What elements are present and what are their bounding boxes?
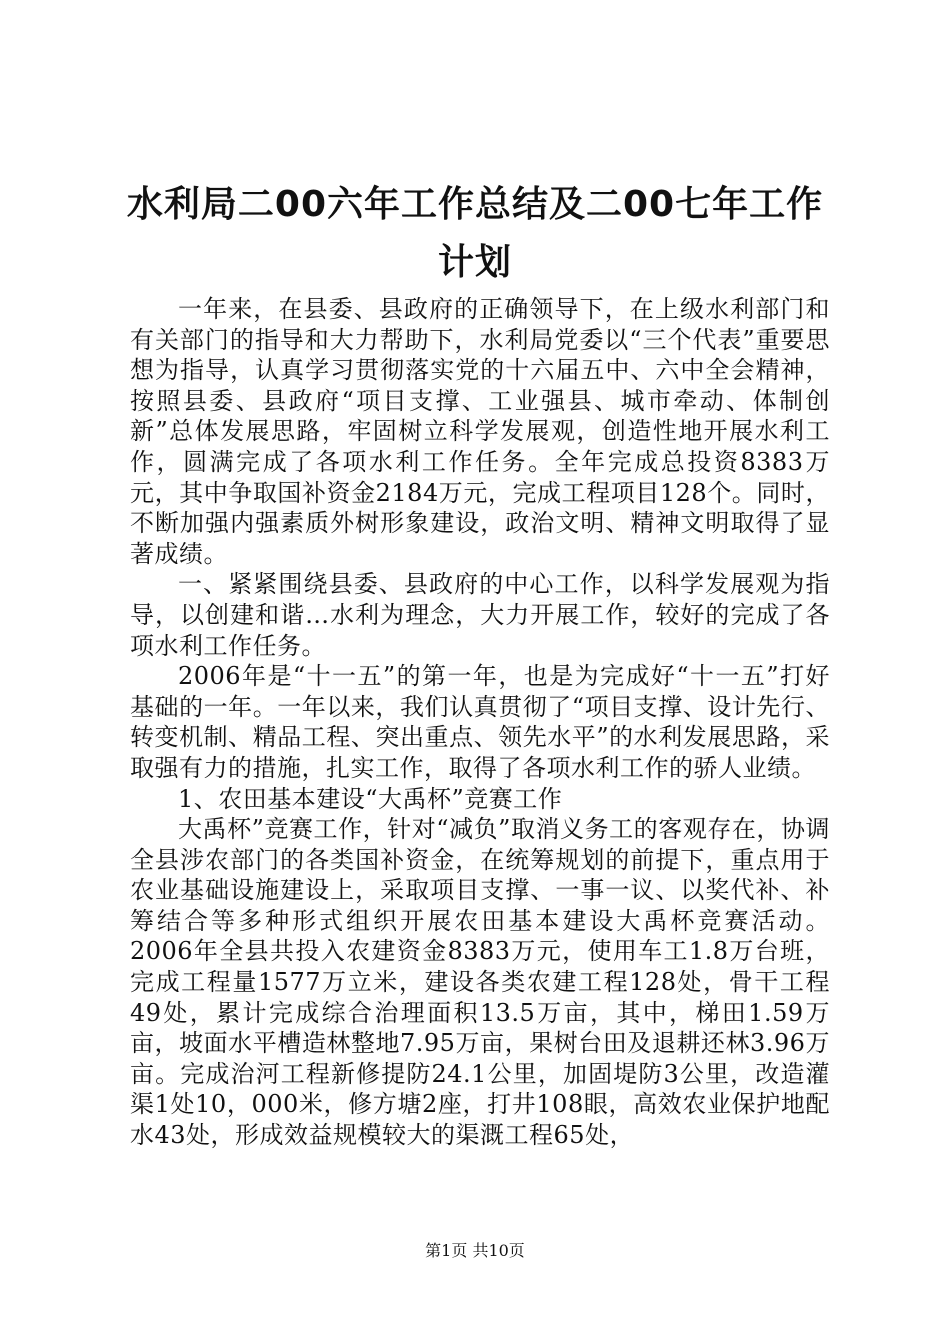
paragraph-subheading-dayu-cup: 1、农田基本建设“大禹杯”竞赛工作 — [178, 784, 563, 813]
paragraph-dayu-cup-details: 大禹杯”竞赛工作，针对“减负”取消义务工的客观存在，协调全县涉农部门的各类国补资金，在统筹规划的前提下，重点用于农业基础设施建设上，采取项目支撑、一事一议、以奖代补、补筹结合等多种形式组织开展农田基本建设大禹杯竞赛活动。2006年全县共投入农建资金8383万元，使用车工1.8万台班，完成工程量1577万立米，建设各类农建工程128处，骨干工程49处，累计完成综合治理面积13.5万亩，其中，梯田1.59万亩，坡面水平槽造林整地7.95万亩，果树台田及退耕还林3.96万亩。完成治河工程新修提防24.1公里，加固堤防3公里，改造灌渠1处10，000米，修方塘2座，打井108眼，高效农业保护地配水43处，形成效益规模较大的渠溉工程65处， — [130, 815, 830, 1150]
document-body — [130, 294, 830, 1151]
page-number-footer: 第1页 共10页 — [425, 1241, 525, 1260]
paragraph-2006-overview: 2006年是“十一五”的第一年，也是为完成好“十一五”打好基础的一年。一年以来，我们认真贯彻了“项目支撑、设计先行、转变机制、精品工程、突出重点、领先水平”的水利发展思路，采取强有力的措施，扎实工作，取得了各项水利工作的骄人业绩。 — [130, 662, 830, 782]
paragraph-section-one: 一、紧紧围绕县委、县政府的中心工作，以科学发展观为指导，以创建和谐…水利为理念，大力开展工作，较好的完成了各项水利工作任务。 — [130, 570, 830, 660]
paragraph-intro: 一年来，在县委、县政府的正确领导下，在上级水利部门和有关部门的指导和大力帮助下，水利局党委以“三个代表”重要思想为指导，认真学习贯彻落实党的十六届五中、六中全会精神，按照县委、县政府“项目支撑、工业强县、城市牵动、体制创新”总体发展思路，牢固树立科学发展观，创造性地开展水利工作，圆满完成了各项水利工作任务。全年完成总投资8383万元，其中争取国补资金2184万元，完成工程项目128个。同时，不断加强内强素质外树形象建设，政治文明、精神文明取得了显著成绩。 — [130, 295, 830, 568]
document-title: 水利局二00六年工作总结及二00七年工作计划 — [126, 184, 824, 283]
